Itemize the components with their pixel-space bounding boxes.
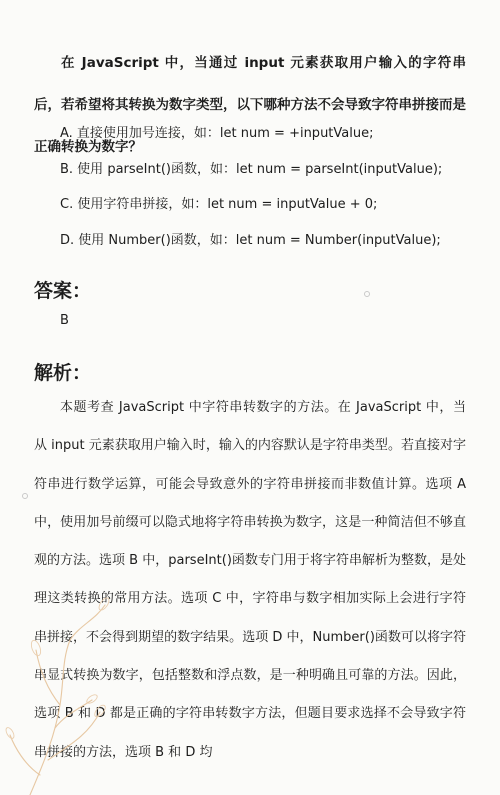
decorative-dot: [364, 291, 370, 297]
option-c: C. 使用字符串拼接，如：let num = inputValue + 0;: [60, 197, 378, 212]
question-text: 在 JavaScript 中，当通过 input 元素获取用户输入的字符串后，若希望将其转换为数字类型，以下哪种方法不会导致字符串拼接而是正确转换为数字？: [34, 55, 466, 155]
answer-value: B: [60, 313, 69, 328]
option-a: A. 直接使用加号连接，如：let num = +inputValue;: [60, 126, 374, 141]
option-b: B. 使用 parseInt()函数，如：let num = parseInt(inputValue);: [60, 161, 443, 177]
options-list: [60, 116, 480, 258]
analysis-text: 本题考查 JavaScript 中字符串转数字的方法。在 JavaScript 中，当从 input 元素获取用户输入时，输入的内容默认是字符串类型。若直接对字符串进行数学运算，可能会导致意外的字符串拼接而非数值计算。选项 A 中，使用加号前缀可以隐式地将字符串转换为数字，这是一种简洁但不够直观的方法。选项 B 中，parseInt()函数专门用于将字符串解析为整数，是处理这类转换的常用方法。选项 C 中，字符串与数字相加实际上会进行字符串拼接，不会得到期望的数字结果。选项 D 中，Number()函数可以将字符串显式转换为数字，包括整数和浮点数，是一种明确且可靠的方法。因此，选项 B 和 D 都是正确的字符串转数字方法，但题目要求选择不会导致字符串拼接的方法，选项 B 和 D 均: [34, 400, 466, 760]
decorative-dot: [22, 493, 28, 499]
option-d: D. 使用 Number()函数，如：let num = Number(inputValue);: [60, 232, 441, 248]
answer-heading: 答案：: [34, 280, 92, 302]
analysis-heading: 解析：: [34, 362, 92, 384]
